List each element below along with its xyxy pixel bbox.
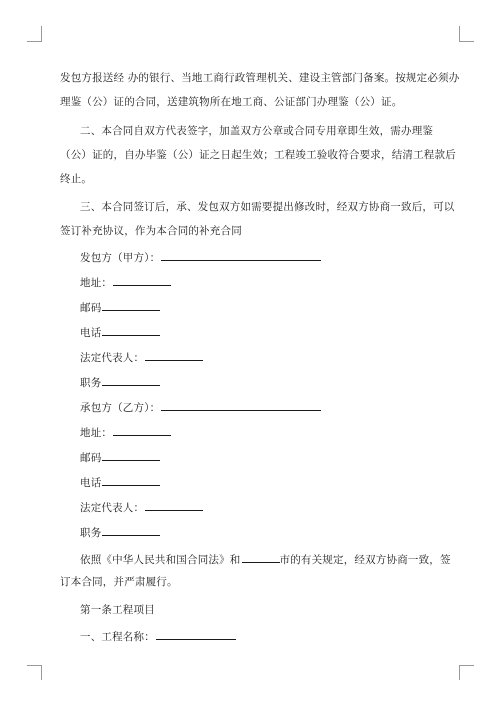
party-a-title: 发包方（甲方）： [80,252,161,264]
party-b-phone-blank[interactable] [102,474,160,486]
city-blank[interactable] [242,551,280,563]
party-a-phone-row [80,324,440,340]
project-name-row [80,628,440,644]
party-a-legal-rep-blank[interactable] [145,349,203,361]
party-b-legal-rep-blank[interactable] [145,499,203,511]
crop-mark-bottom-right-v [459,665,460,680]
clause-two-line-1: 二、本合同自双方代表签字，加盖双方公章或合同专用章即生效，需办理鉴 [80,125,434,137]
party-b-title-row [80,399,440,415]
project-name-label: 一、工程名称： [80,631,155,643]
party-b-phone-label: 电话 [80,477,102,489]
basis-line-2: 订本合同，并严肃履行。 [60,576,178,588]
party-b-title: 承包方（乙方）： [80,402,161,414]
party-b-legal-rep-label: 法定代表人： [80,502,145,514]
party-b-postcode-label: 邮码 [80,452,102,464]
party-a-address-row [80,274,440,290]
party-a-position-blank[interactable] [102,374,160,386]
crop-mark-bottom-left-v [41,665,42,680]
party-b-legal-rep-row [80,499,440,515]
party-a-name-blank[interactable] [161,249,321,261]
party-a-phone-label: 电话 [80,327,102,339]
party-b-name-blank[interactable] [161,399,321,411]
party-b-address-label: 地址： [80,427,113,439]
clause-three-line-1: 三、本合同签订后，承、发包双方如需要提出修改时，经双方协商一致后，可以 [80,201,455,213]
crop-mark-bottom-left-h [27,665,42,666]
party-b-position-blank[interactable] [102,524,160,536]
paragraph-filing-line-2: 理鉴（公）证的合同，送建筑物所在地工商、公证部门办理鉴（公）证。 [60,96,403,108]
crop-mark-top-right-v [459,26,460,41]
paragraph-filing-line-1: 发包方报送经 办的银行、当地工商行政管理机关、建设主管部门备案。按规定必须办 [60,72,460,84]
party-a-title-row [80,249,440,265]
party-a-address-label: 地址： [80,277,113,289]
party-b-address-row [80,424,440,440]
party-a-postcode-label: 邮码 [80,302,102,314]
party-a-position-label: 职务 [80,377,102,389]
party-a-postcode-row [80,299,440,315]
crop-mark-top-left-h [27,41,42,42]
clause-three-line-2: 签订补充协议，作为本合同的补充合同 [60,225,242,237]
party-a-address-blank[interactable] [113,274,171,286]
party-a-position-row [80,374,440,390]
crop-mark-bottom-right-h [459,665,474,666]
basis-line-1 [80,551,451,567]
party-b-phone-row [80,474,440,490]
clause-two-line-2: （公）证的，自办毕鉴（公）证之日起生效；工程竣工验收符合要求，结清工程款后 [60,149,456,161]
party-b-postcode-row [80,449,440,465]
article-one-title: 第一条工程项目 [80,604,155,616]
party-b-position-row [80,524,440,540]
party-a-legal-rep-label: 法定代表人： [80,352,145,364]
basis-text-a: 依照《中华人民共和国合同法》和 [80,554,241,566]
party-b-postcode-blank[interactable] [102,449,160,461]
party-b-address-blank[interactable] [113,424,171,436]
project-name-blank[interactable] [156,628,236,640]
party-a-phone-blank[interactable] [102,324,160,336]
crop-mark-top-right-h [459,41,474,42]
crop-mark-top-left-v [41,26,42,41]
party-a-postcode-blank[interactable] [102,299,160,311]
basis-text-b: 市的有关规定，经双方协商一致，签 [279,554,451,566]
party-a-legal-rep-row [80,349,440,365]
clause-two-line-3: 终止。 [60,173,93,185]
party-b-position-label: 职务 [80,527,102,539]
